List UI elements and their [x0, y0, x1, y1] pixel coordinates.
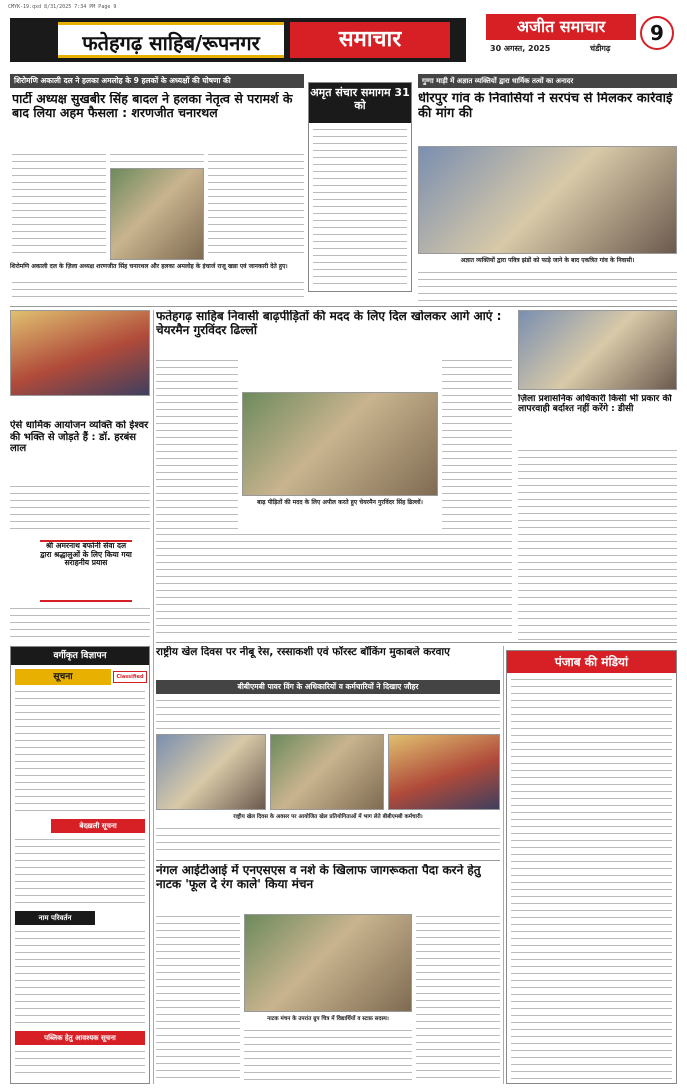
sports-photo-3 [388, 734, 500, 810]
paper-name: अजीत समाचार [486, 14, 636, 40]
amrit-box [308, 82, 412, 292]
mandi-body [511, 677, 672, 1079]
religious-photo [10, 310, 150, 396]
religious-pull-quote: श्री अमरनाथ बर्फानी सेवा दल द्वारा श्रद्धालुओं के लिए किया गया सराहनीय प्रयास [40, 540, 132, 602]
classifieds-header: वर्गीकृत विज्ञापन [11, 647, 149, 665]
flood-headline: फतेहगढ़ साहिब निवासी बाढ़पीड़ितों की मदद के लिए दिल खोलकर आगे आएं : चेयरमैन गुरविंदर ढिल्लों [156, 310, 502, 337]
page-number: 9 [640, 16, 674, 50]
lead-headline: पार्टी अध्यक्ष सुखबीर सिंह बादल ने हलका नेतृत्व से परामर्श के बाद लिया अहम फैसला : शरणजीत चनारथल [12, 92, 293, 121]
column-rule-2 [503, 646, 504, 1084]
divider-3 [156, 860, 500, 861]
classifieds-body-3 [15, 929, 145, 1027]
lead-caption: शिरोमणि अकाली दल के ज़िला अध्यक्ष शरणजीत सिंह चनारथल और हलका अमलोह के इंचार्ज राजू खन्ना एवं जानकारी देते हुए। [10, 263, 288, 270]
lead-kicker: शिरोमणि अकाली दल ने हलका अमलोह के 9 हलकों के अध्यक्षों की घोषणा की [10, 74, 304, 88]
flood-body-bottom [156, 532, 512, 638]
classifieds-stamp: Classified [113, 671, 147, 683]
flood-body-col-2 [442, 358, 512, 530]
right-caption: अज्ञात व्यक्तियों द्वारा पवित्र झंडों को फाड़े जाने के बाद एकत्रित गांव के निवासी। [460, 257, 635, 264]
leader-photo [518, 310, 677, 390]
sports-photo-1 [156, 734, 266, 810]
masthead [10, 12, 677, 68]
nangal-photo [244, 914, 412, 1012]
lead-body-col-3 [208, 152, 304, 256]
amrit-body [313, 127, 407, 287]
flood-caption: बाढ़ पीड़ितों की मदद के लिए अपील करते हुए चेयरमैन गुरविंदर सिंह ढिल्लों। [257, 499, 423, 506]
classifieds-body-2 [15, 837, 145, 907]
right-headline: धीरपुर गांव के निवासियों ने सरपंच से मिलकर कार्रवाई की मांग की [418, 92, 673, 121]
nangal-caption: नाटक मंचन के उपरांत ग्रुप चित्र में विद्यार्थियों व स्टाफ़ सदस्य। [267, 1016, 389, 1022]
flood-photo [242, 392, 438, 496]
nangal-body-col-3 [416, 914, 500, 1084]
lead-body-col-1 [12, 152, 106, 256]
sports-photo-2 [270, 734, 384, 810]
column-rule-1 [153, 310, 154, 1084]
flood-body-col-1 [156, 358, 238, 530]
nangal-body-col-1 [156, 914, 240, 1084]
lost-notice: बेदख़ली सूचना [51, 819, 145, 833]
lead-body-bottom [12, 280, 304, 302]
classifieds-notice-title: सूचना [15, 669, 111, 685]
section-sub: समाचार [290, 22, 450, 58]
sports-headline: राष्ट्रीय खेल दिवस पर नीबू रेस, रस्साकशी एवं फॉरस्ट बॉकिंग मुकाबले करवाए [156, 646, 450, 658]
public-notice: पब्लिक हेतु आवश्यक सूचना [15, 1031, 145, 1045]
print-slug: CMYK-19.qxd 8/31/2025 7:34 PM Page 9 [8, 4, 117, 10]
section-title: फतेहगढ़ साहिब/रूपनगर [58, 22, 284, 58]
sports-body-bottom [156, 826, 500, 856]
religious-headline: ऐसे धार्मिक आयोजन व्यक्ति को ईश्वर की भक्ति से जोड़ते हैं : डॉ. हरबंस लाल [10, 420, 149, 454]
amrit-title: अमृत संचार समागम 31 को [309, 83, 411, 123]
name-change: नाम परिवर्तन [15, 911, 95, 925]
sports-body-top [156, 698, 500, 730]
city: चंडीगढ़ [590, 44, 611, 53]
sports-subhead: बीबीएमबी पावर विंग के अधिकारियों व कर्मचारियों ने दिखाए जौहर [156, 680, 500, 694]
classifieds-body-1 [15, 689, 145, 815]
mandi-title: पंजाब की मंडियां [507, 651, 676, 673]
lead-photo [110, 168, 204, 260]
sports-caption: राष्ट्रीय खेल दिवस के अवसर पर आयोजित खेल प्रतियोगिताओं में भाग लेते बीबीएमबी कर्मचारी। [233, 814, 423, 820]
divider-1 [10, 306, 677, 307]
leader-headline: ज़िला प्रशासनिक अधिकारी किसी भी प्रकार की लापरवाही बर्दाश्त नहीं करेंगे : डीसी [518, 394, 672, 415]
right-body [418, 270, 677, 302]
classifieds-body-4 [15, 1049, 145, 1079]
date-line: 30 अगस्त, 2025 [490, 44, 551, 53]
mandi-panel [506, 650, 677, 1084]
religious-body [10, 484, 150, 532]
divider-2 [156, 642, 677, 643]
classifieds-panel [10, 646, 150, 1084]
nangal-body-col-2 [244, 1028, 412, 1084]
leader-body [518, 448, 677, 644]
right-kicker: गुग्गा माड़ी में अज्ञात व्यक्तियों द्वारा धार्मिक तत्वों का अनादर [418, 74, 677, 88]
right-photo [418, 146, 677, 254]
religious-body-2 [10, 606, 150, 640]
nangal-headline: नंगल आईटीआई में एनएसएस व नशे के खिलाफ जागरूकता पैदा करने हेतु नाटक 'फूल दे रंग काले' किया मंचन [156, 864, 481, 891]
lead-body-col-2 [110, 152, 204, 166]
